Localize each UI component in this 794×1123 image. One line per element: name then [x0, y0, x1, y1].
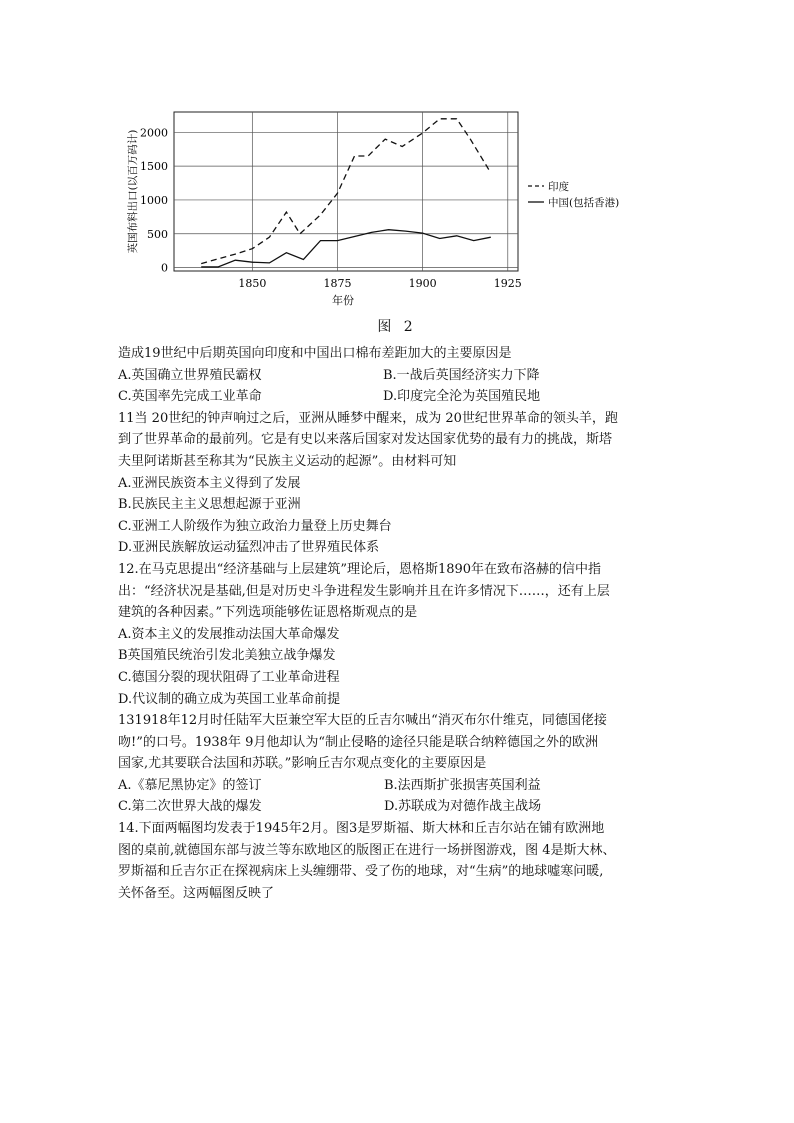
- question-11-stem-line: 11当 20世纪的钟声响过之后，亚洲从睡梦中醒来，成为 20世纪世界革命的领头羊，跑: [118, 410, 618, 426]
- question-10-option-a[interactable]: A.英国确立世界殖民霸权: [118, 367, 262, 383]
- question-12-option-d[interactable]: D.代议制的确立成为英国工业革命前提: [118, 691, 341, 707]
- chart-legend: [528, 180, 619, 209]
- y-tick-label: 500: [147, 227, 168, 241]
- y-axis-label-text: 英国布料出口(以百万码计): [127, 129, 139, 254]
- axis-ticks: [140, 126, 522, 290]
- question-13-options-row-2: [118, 796, 698, 818]
- y-tick-label: 1500: [140, 160, 168, 174]
- question-12-stem-line: 建筑的各种因素。”下列选项能够佐证恩格斯观点的是: [118, 605, 418, 621]
- question-12-stem-line: 12.在马克思提出“经济基础与上层建筑”理论后，恩格斯1890年在致布洛赫的信中指: [118, 561, 602, 577]
- question-13-option-b[interactable]: B.法西斯扩张损害英国利益: [384, 777, 541, 793]
- question-13-stem-line: 国家,尤其要联合法国和苏联。”影响丘吉尔观点变化的主要原因是: [118, 756, 487, 772]
- question-10-option-b[interactable]: B.一战后英国经济实力下降: [383, 367, 540, 383]
- series-line-china: [201, 230, 491, 267]
- question-12-option-a[interactable]: A.资本主义的发展推动法国大革命爆发: [118, 626, 340, 642]
- figure-caption: 图 2: [377, 319, 417, 335]
- question-13-option-c[interactable]: C.第二次世界大战的爆发: [118, 799, 262, 815]
- question-13-option-a[interactable]: A.《慕尼黑协定》的签订: [118, 777, 262, 793]
- question-11-stem-line: 到了世界革命的最前列。它是有史以来落后国家对发达国家优势的最有力的挑战，斯塔: [118, 432, 613, 448]
- x-tick-label: 1925: [493, 277, 522, 290]
- legend-label: 中国(包括香港): [548, 197, 620, 209]
- question-14-stem-line: 罗斯福和丘吉尔正在探视病床上头缠绷带、受了伤的地球，对“生病”的地球嘘寒问暖,: [118, 864, 604, 880]
- question-11-stem-line: 夫里阿诺斯甚至称其为“民族主义运动的起源”。由材料可知: [118, 453, 457, 469]
- question-11-option-d[interactable]: D.亚洲民族解放运动猛烈冲击了世界殖民体系: [118, 540, 380, 556]
- question-10-option-c[interactable]: C.英国率先完成工业革命: [118, 389, 262, 405]
- question-13-stem-line: 吻!”的口号。1938年 9月他却认为“制止侵略的途径只能是联合纳粹德国之外的欧洲: [118, 734, 599, 750]
- question-10-options-row-2: [118, 386, 698, 408]
- question-11-option-a[interactable]: A.亚洲民族资本主义得到了发展: [118, 475, 301, 491]
- question-14-stem-line: 14.下面两幅图均发表于1945年2月。图3是罗斯福、斯大林和丘吉尔站在铺有欧洲地: [118, 821, 605, 837]
- question-10-option-d[interactable]: D.印度完全沦为英国殖民地: [383, 389, 541, 405]
- y-tick-label: 0: [161, 261, 168, 275]
- export-line-chart: [110, 100, 670, 315]
- y-axis-label: [126, 130, 139, 254]
- question-10-stem: 造成19世纪中后期英国向印度和中国出口棉布差距加大的主要原因是: [118, 346, 512, 361]
- question-14-stem-line: 关怀备至。这两幅图反映了: [118, 885, 275, 901]
- question-content: [118, 343, 698, 904]
- legend-label: 印度: [548, 181, 569, 193]
- y-tick-label: 2000: [140, 126, 168, 140]
- question-12-option-b[interactable]: B英国殖民统治引发北美独立战争爆发: [118, 648, 336, 664]
- question-11-option-b[interactable]: B.民族民主主义思想起源于亚洲: [118, 497, 301, 513]
- question-12-stem-line: 出：“经济状况是基础,但是对历史斗争进程发生影响并且在许多情况下……，还有上层: [118, 583, 610, 599]
- question-13-option-d[interactable]: D.苏联成为对德作战主战场: [384, 799, 542, 815]
- series-line-india: [201, 119, 491, 264]
- question-12-option-c[interactable]: C.德国分裂的现状阻碍了工业革命进程: [118, 669, 340, 685]
- question-13-stem-line: 131918年12月时任陆军大臣兼空军大臣的丘吉尔喊出“消灭布尔什维克，同德国佬接: [118, 713, 607, 729]
- question-10-options-row-1: [118, 365, 698, 387]
- x-tick-label: 1850: [238, 277, 267, 290]
- chart-grid: [174, 112, 518, 271]
- y-tick-label: 1000: [140, 193, 168, 207]
- x-tick-label: 1875: [323, 277, 352, 290]
- x-axis-label: 年份: [332, 294, 354, 307]
- chart-series: [201, 119, 491, 267]
- question-11-option-c[interactable]: C.亚洲工人阶级作为独立政治力量登上历史舞台: [118, 518, 392, 534]
- question-14-stem-line: 图的桌前,就德国东部与波兰等东欧地区的版图正在进行一场拼图游戏，图 4是斯大林、: [118, 842, 616, 858]
- question-13-options-row-1: [118, 775, 698, 797]
- x-tick-label: 1900: [408, 277, 437, 290]
- plot-frame: [174, 112, 518, 271]
